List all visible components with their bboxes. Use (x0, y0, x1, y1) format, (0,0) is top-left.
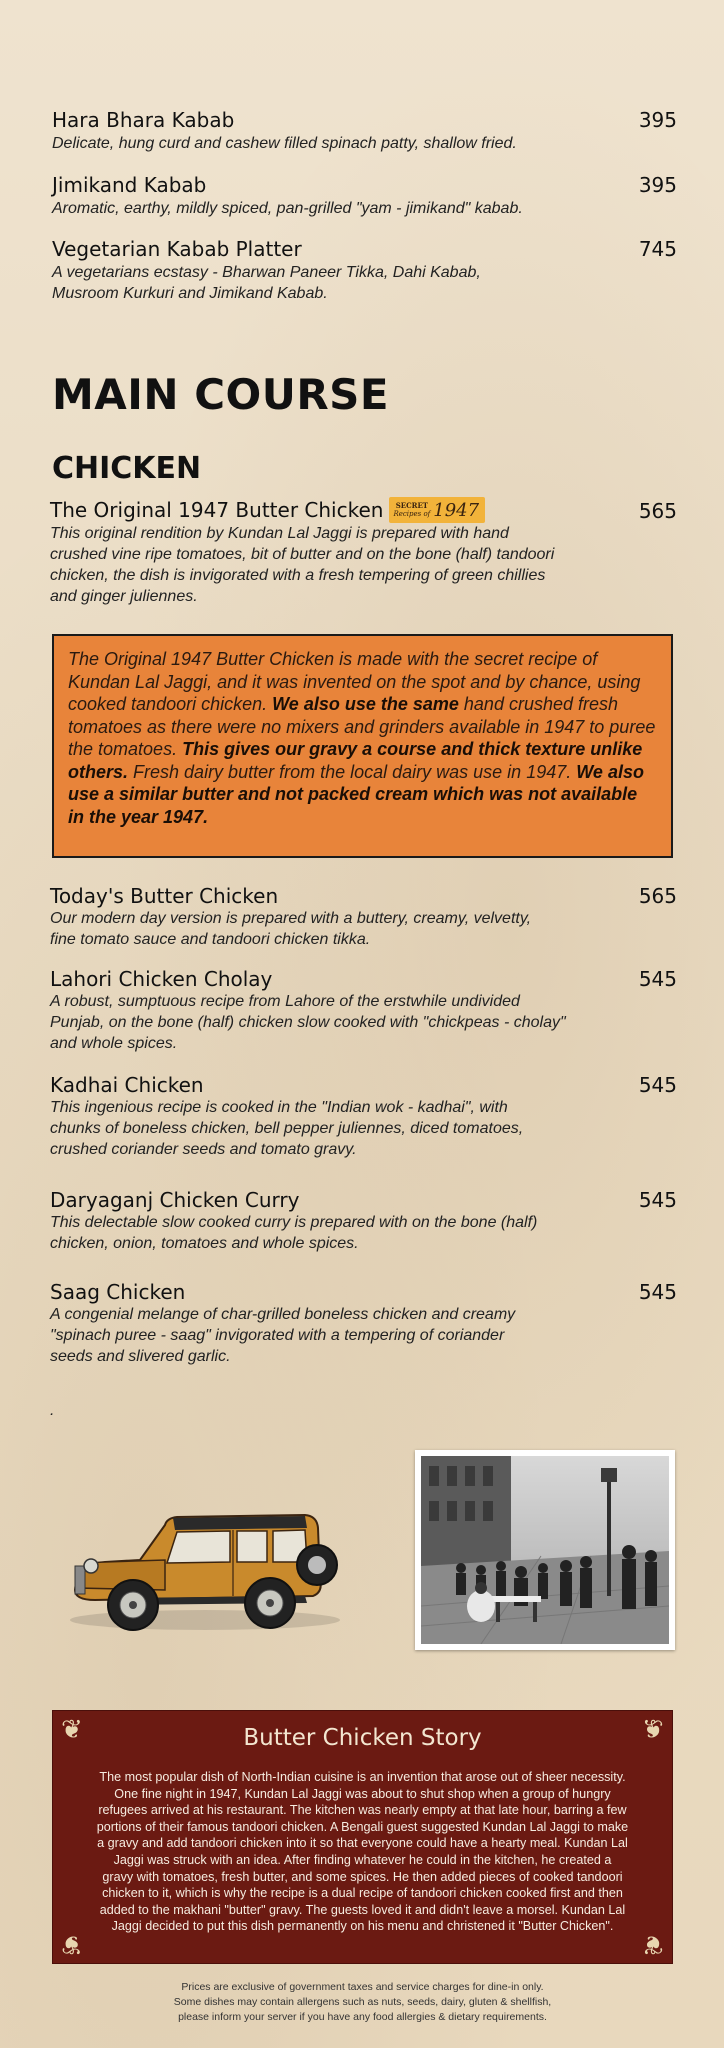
menu-item-3 (50, 1073, 677, 1160)
item-description-line: "spinach puree - saag" invigorated with a tempering of coriander (50, 1327, 505, 1344)
callout-text: Fresh dairy butter from the local dairy was use in 1947. (133, 761, 572, 782)
item-price: 395 (638, 108, 677, 132)
vintage-car-illustration (55, 1470, 355, 1640)
item-description-line: This original rendition by Kundan Lal Jaggi is prepared with hand (50, 525, 509, 542)
item-name: Today's Butter Chicken (50, 884, 279, 908)
ornament-corner-icon: ❦ (642, 1929, 664, 1959)
item-description-line: and whole spices. (50, 1035, 178, 1052)
item-price: 395 (638, 173, 677, 197)
starter-item-2 (52, 173, 677, 219)
section-title-main-course: MAIN COURSE (52, 370, 390, 419)
item-name: Hara Bhara Kabab (52, 108, 235, 132)
item-price: 545 (638, 967, 677, 991)
item-description-line: crushed coriander seeds and tomato gravy. (50, 1141, 357, 1158)
callout-bold-text: We also use the same (272, 694, 459, 714)
item-name: Vegetarian Kabab Platter (52, 237, 302, 261)
item-description-line: This ingenious recipe is cooked in the "Indian wok - kadhai", with (50, 1099, 508, 1116)
item-price: 565 (638, 499, 677, 523)
item-description: Aromatic, earthy, mildly spiced, pan-grilled "yam - jimikand" kabab. (52, 200, 523, 217)
callout-text: The Original 1947 Butter Chicken is made with the secret recipe of Kundan Lal Jaggi, and it was invented on the spot and by chance, using cooked tandoori chicken. (68, 649, 641, 714)
item-price: 545 (638, 1188, 677, 1212)
item-name: Jimikand Kabab (52, 173, 207, 197)
badge-recipes-label: Recipes of (393, 510, 431, 518)
menu-item-4 (50, 1188, 677, 1254)
ornament-corner-icon: ❦ (642, 1715, 664, 1745)
badge-secret-label: SECRET (395, 501, 429, 510)
story-line: One fine night in 1947, Kundan Lal Jaggi was about to shut shop when a group of hungry (114, 1786, 611, 1801)
story-title: Butter Chicken Story (243, 1725, 482, 1751)
category-title-chicken: CHICKEN (52, 451, 202, 486)
item-description: Delicate, hung curd and cashew filled spinach patty, shallow fried. (52, 135, 517, 152)
item-description-line: crushed vine ripe tomatoes, bit of butter and on the bone (half) tandoori (50, 546, 555, 563)
item-price: 745 (638, 237, 677, 261)
story-line: Jaggi was struck with an idea. After finding whatever he could in the kitchen, he created a (113, 1852, 612, 1867)
item-name: Saag Chicken (50, 1280, 186, 1304)
footer-line: Prices are exclusive of government taxes and service charges for dine-in only. (181, 1981, 544, 1993)
item-description-line: A robust, sumptuous recipe from Lahore of the erstwhile undivided (50, 993, 520, 1010)
story-line: portions of their famous tandoori chicken. A Bengali guest suggested Kundan Lal Jaggi to make (96, 1819, 629, 1834)
footer-line: please inform your server if you have any food allergies & dietary requirements. (178, 2011, 547, 2023)
item-description-line: Musroom Kurkuri and Jimikand Kabab. (52, 285, 328, 302)
item-description-line: and ginger juliennes. (50, 588, 198, 605)
callout-bold-text: We also use a similar butter and not packed cream which was not available in the year 1947. (68, 761, 644, 827)
item-name: Daryaganj Chicken Curry (50, 1188, 300, 1212)
item-description-line: chicken, the dish is invigorated with a fresh tempering of green chillies (50, 567, 546, 584)
item-description-line: chunks of boneless chicken, bell pepper juliennes, diced tomatoes, (50, 1120, 524, 1137)
stray-dot: . (50, 1402, 55, 1419)
item-description-line: seeds and slivered garlic. (50, 1348, 231, 1365)
menu-item-2 (50, 967, 677, 1054)
footer-disclaimer (52, 1980, 673, 2025)
butter-chicken-story-box (52, 1710, 673, 1964)
callout-text: hand crushed fresh tomatoes as there were no mixers and grinders available in 1947 to puree the tomatoes. (68, 694, 656, 759)
story-line: a gravy and add tandoori chicken into it so that everyone could have a hearty meal. Kundan Lal (97, 1836, 628, 1851)
item-name: The Original 1947 Butter Chicken (50, 498, 384, 522)
starter-item-1 (52, 108, 677, 154)
item-name: Lahori Chicken Cholay (50, 967, 273, 991)
story-line: refugees arrived at his restaurant. The kitchen was nearly empty at that late hour, barring a few (98, 1803, 627, 1818)
item-description-line: fine tomato sauce and tandoori chicken tikka. (50, 931, 371, 948)
menu-item-5 (50, 1280, 677, 1367)
item-description-line: Punjab, on the bone (half) chicken slow cooked with "chickpeas - cholay" (50, 1014, 566, 1031)
item-price: 545 (638, 1280, 677, 1304)
item-description-line: This delectable slow cooked curry is prepared with on the bone (half) (50, 1214, 538, 1231)
story-line: gravy with tomatoes, fresh butter, and some spices. He then added pieces of cooked tandoori (102, 1869, 623, 1884)
item-description-line: Our modern day version is prepared with a buttery, creamy, velvetty, (50, 910, 532, 927)
menu-item-1 (50, 884, 677, 950)
starter-item-3 (52, 237, 677, 304)
item-price: 545 (638, 1073, 677, 1097)
badge-year: 1947 (433, 499, 480, 521)
story-line: chicken to it, which is why the recipe is a dual recipe of tandoori chicken cooked first and then (102, 1886, 623, 1901)
footer-line: Some dishes may contain allergens such as nuts, seeds, dairy, gluten & shellfish, (173, 1996, 552, 2008)
callout-bold-text: This gives our gravy a course and thick texture unlike others. (68, 739, 643, 782)
item-description-line: A congenial melange of char-grilled boneless chicken and creamy (50, 1306, 516, 1323)
story-line: added to the makhani "butter" gravy. The guests loved it and didn't leave a morsel. Kundan Lal (99, 1902, 626, 1917)
item-description-line: chicken, onion, tomatoes and whole spices. (50, 1235, 359, 1252)
recipe-callout-box (52, 634, 673, 858)
item-price: 565 (638, 884, 677, 908)
historical-photo (415, 1450, 675, 1650)
featured-item (50, 497, 677, 607)
story-line: Jaggi decided to put this dish permanently on his menu and christened it "Butter Chicken". (111, 1919, 614, 1934)
item-description-line: A vegetarians ecstasy - Bharwan Paneer Tikka, Dahi Kabab, (52, 264, 481, 281)
item-name: Kadhai Chicken (50, 1073, 204, 1097)
story-line: The most popular dish of North-Indian cuisine is an invention that arose out of sheer necessity. (99, 1770, 626, 1784)
ornament-corner-icon: ❦ (61, 1715, 83, 1745)
secret-recipe-badge (389, 497, 485, 523)
story-body (67, 1769, 658, 1935)
ornament-corner-icon: ❦ (61, 1929, 83, 1959)
